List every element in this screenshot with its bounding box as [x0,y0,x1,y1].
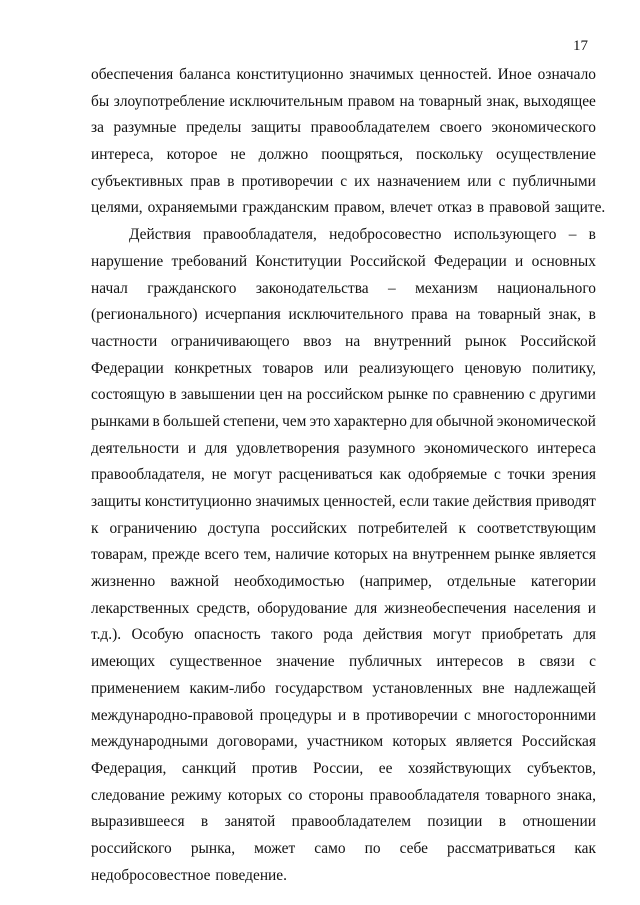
text-line: жизненно важной необходимостью (например, отдельные категории [91,573,596,591]
text-line: лекарственных средств, оборудование для жизнеобеспечения населения и [91,599,596,617]
text-line: начал гражданского законодательства – механизм национального [91,279,596,297]
text-line: целями, охраняемыми гражданским правом, влечет отказ в правовой защите. [91,199,606,217]
text-line: международно-правовой процедуры и в противоречии с многосторонними [91,706,596,724]
text-line: нарушение требований Конституции Российской Федерации и основных [91,252,596,270]
text-line: недобросовестное поведение. [91,866,287,884]
text-line: российского рынка, может само по себе рассматриваться как [91,839,596,857]
text-line: выразившееся в занятой правообладателем позиции в отношении [91,813,596,831]
text-line: Федерация, санкций против России, ее хозяйствующих субъектов, [91,759,596,777]
text-line: за разумные пределы защиты правообладателем своего экономического [91,119,596,137]
text-line: имеющих существенное значение публичных интересов в связи с [91,653,596,671]
page-number: 17 [573,38,588,54]
text-line: международными договорами, участником которых является Российская [91,733,596,751]
text-line: защиты конституционно значимых ценностей, если такие действия приводят [91,493,596,510]
text-line: интереса, которое не должно поощряться, поскольку осуществление [91,146,596,164]
text-line: к ограничению доступа российских потребителей к соответствующим [91,519,596,537]
text-line: т.д.). Особую опасность такого рода действия могут приобретать для [91,626,596,644]
text-line: следование режиму которых со стороны правообладателя товарного знака, [91,786,596,804]
text-line: рынками в большей степени, чем это характерно для обычной экономической [91,412,596,430]
text-line: Федерации конкретных товаров или реализующего ценовую политику, [91,359,596,377]
text-line: деятельности и для удовлетворения разумного экономического интереса [91,439,596,457]
text-line: субъективных прав в противоречии с их назначением или с публичными [91,172,596,190]
text-line: Действия правообладателя, недобросовестно использующего – в [129,226,596,244]
text-line: состоящую в завышении цен на российском рынке по сравнению с другими [91,386,596,404]
text-line: (регионального) исчерпания исключительного права на товарный знак, в [91,306,596,324]
text-line: товарам, прежде всего тем, наличие которых на внутреннем рынке является [91,546,596,564]
text-line: правообладателя, не могут расцениваться как одобряемые с точки зрения [91,466,596,484]
text-line: применением каким-либо государством установленных вне надлежащей [91,679,596,697]
text-line: бы злоупотребление исключительным правом на товарный знак, выходящее [91,92,596,110]
text-line: обеспечения баланса конституционно значимых ценностей. Иное означало [91,66,596,83]
body-text [91,62,606,889]
text-line: частности ограничивающего ввоз на внутренний рынок Российской [91,332,596,350]
